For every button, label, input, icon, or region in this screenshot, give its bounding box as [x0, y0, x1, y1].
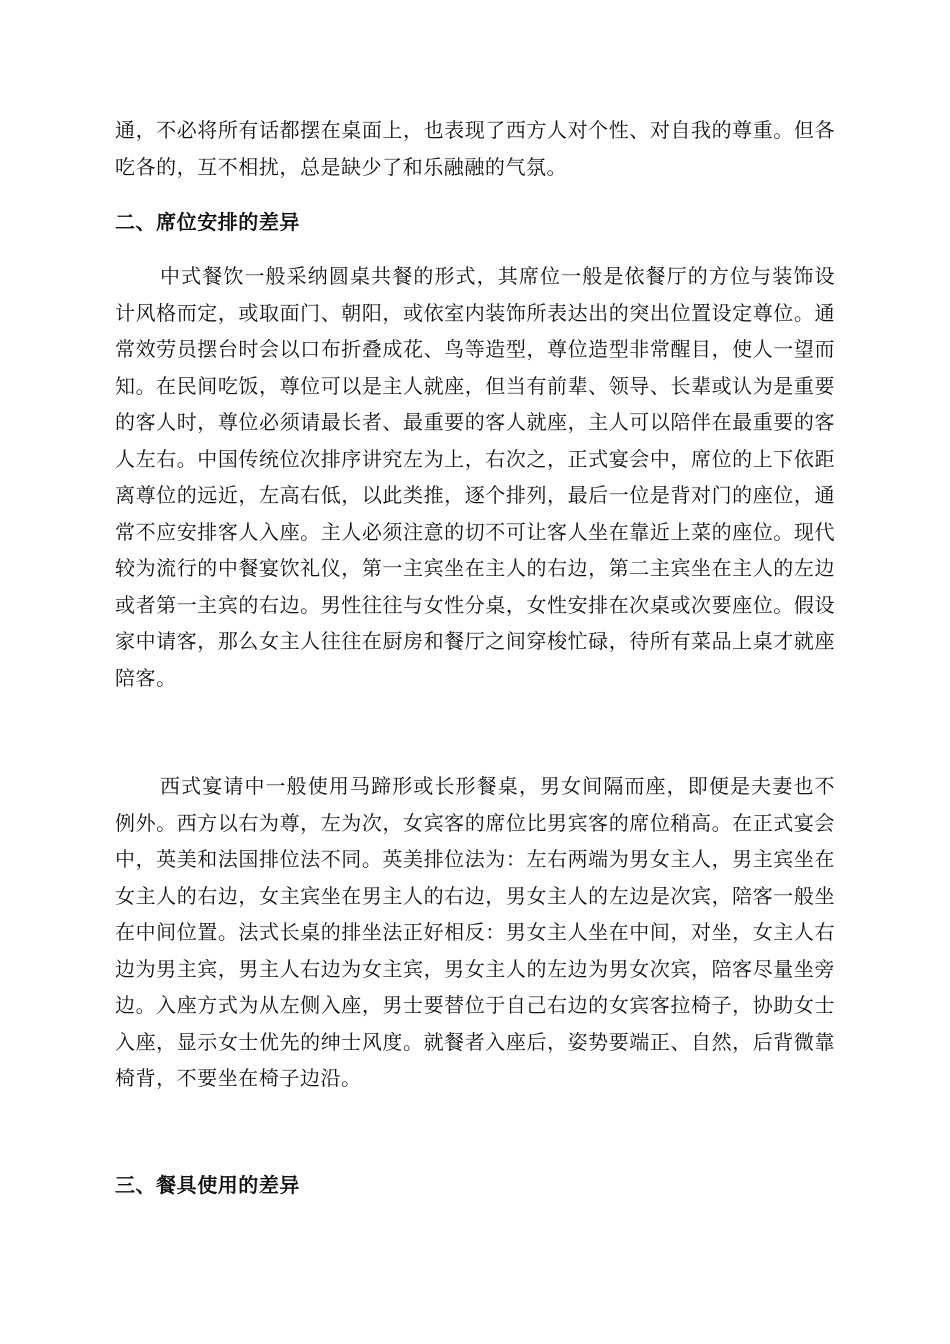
section-heading-tableware: 三、餐具使用的差异 — [115, 1173, 300, 1197]
continued-paragraph: 通，不必将所有话都摆在桌面上，也表现了西方人对个性、对自我的尊重。但各吃各的，互不相扰，总是缺少了和乐融融的气氛。 — [115, 118, 835, 179]
section-heading-seating: 二、席位安排的差异 — [115, 210, 300, 234]
paragraph-chinese-seating: 中式餐饮一般采纳圆桌共餐的形式，其席位一般是依餐厅的方位与装饰设计风格而定，或取面门、朝阳，或依室内装饰所表达出的突出位置设定尊位。通常效劳员摆台时会以口布折叠成花、鸟等造型，尊位造型非常醒目，使人一望而知。在民间吃饭，尊位可以是主人就座，但当有前辈、领导、长辈或认为是重要的客人时，尊位必须请最长者、最重要的客人就座，主人可以陪伴在最重要的客人左右。中国传统位次排序讲究左为上，右次之，正式宴会中，席位的上下依距离尊位的远近，左高右低，以此类推，逐个排列，最后一位是背对门的座位，通常不应安排客人入座。主人必须注意的切不可让客人坐在靠近上菜的座位。现代较为流行的中餐宴饮礼仪，第一主宾坐在主人的右边，第二主宾坐在主人的左边或者第一主宾的右边。男性往往与女性分桌，女性安排在次桌或次要座位。假设家中请客，那么女主人往往在厨房和餐厅之间穿梭忙碌，待所有菜品上桌才就座陪客。 — [115, 264, 835, 690]
paragraph-western-seating: 西式宴请中一般使用马蹄形或长形餐桌，男女间隔而座，即便是夫妻也不例外。西方以右为尊，左为次，女宾客的席位比男宾客的席位稍高。在正式宴会中，英美和法国排位法不同。英美排位法为：左右两端为男女主人，男主宾坐在女主人的右边，女主宾坐在男主人的右边，男女主人的左边是次宾，陪客一般坐在中间位置。法式长桌的排坐法正好相反：男女主人坐在中间，对坐，女主人右边为男主宾，男主人右边为女主宾，男女主人的左边为男女次宾，陪客尽量坐旁边。入座方式为从左侧入座，男士要替位于自己右边的女宾客拉椅子，协助女士入座，显示女士优先的绅士风度。就餐者入座后，姿势要端正、自然，后背微靠椅背，不要坐在椅子边沿。 — [115, 774, 835, 1090]
